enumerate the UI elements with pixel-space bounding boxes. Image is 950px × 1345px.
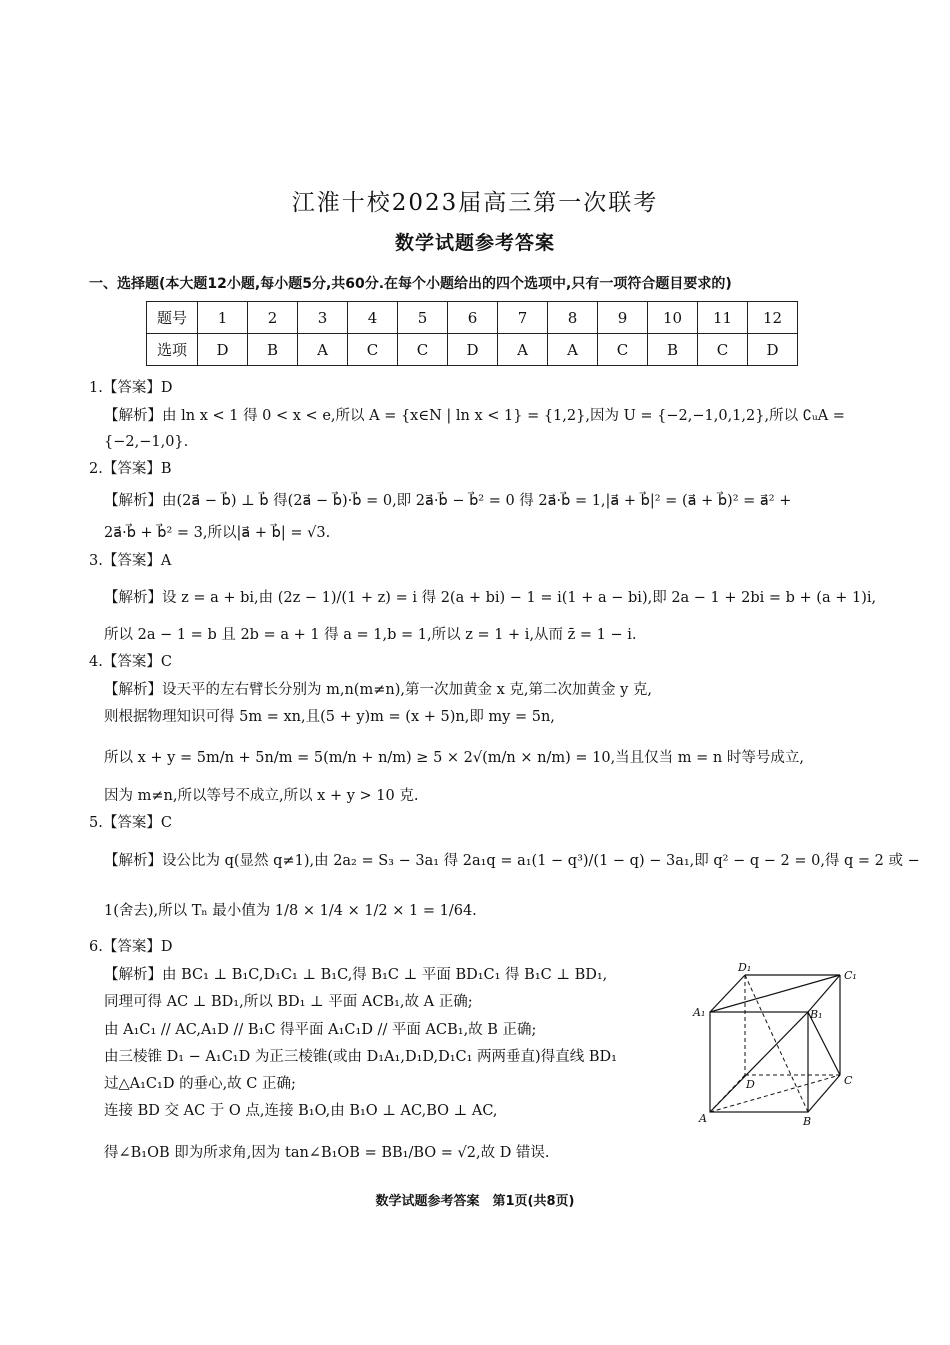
- table-cell: 5: [398, 302, 448, 334]
- figure-label: D: [746, 1078, 755, 1091]
- table-row-header: 题号: [147, 302, 198, 334]
- table-cell: C: [398, 334, 448, 366]
- solution-line: 【解析】由(2a⃗ − b⃗) ⊥ b⃗ 得(2a⃗ − b⃗)·b⃗ = 0,即 2a⃗·b⃗ − b⃗² = 0 得 2a⃗·b⃗ = 1,|a⃗ + b⃗|² = (a⃗ + b⃗)² = a⃗² +: [104, 493, 792, 509]
- solution-line: 【解析】设公比为 q(显然 q≠1),由 2a₂ = S₃ − 3a₁ 得 2a₁q = a₁(1 − q³)/(1 − q) − 3a₁,即 q² − q − 2 = 0,得 q = 2 或 −: [104, 853, 920, 869]
- table-cell: 7: [498, 302, 548, 334]
- table-cell: 8: [548, 302, 598, 334]
- solution-line: 所以 2a − 1 = b 且 2b = a + 1 得 a = 1,b = 1,所以 z = 1 + i,从而 z̄ = 1 − i.: [104, 627, 637, 643]
- figure-label: D₁: [738, 961, 752, 974]
- solution-line: 由三棱锥 D₁ − A₁C₁D 为正三棱锥(或由 D₁A₁,D₁D,D₁C₁ 两两垂直)得直线 BD₁: [104, 1049, 617, 1065]
- cube-figure: [690, 960, 865, 1130]
- solution-line: 【解析】由 BC₁ ⊥ B₁C,D₁C₁ ⊥ B₁C,得 B₁C ⊥ 平面 BD₁C₁ 得 B₁C ⊥ BD₁,: [104, 967, 608, 983]
- section-heading: 一、选择题(本大题12小题,每小题5分,共60分.在每个小题给出的四个选项中,只有一项符合题目要求的): [89, 276, 732, 292]
- answer-6-label: 6.【答案】D: [89, 939, 173, 955]
- solution-line: 因为 m≠n,所以等号不成立,所以 x + y > 10 克.: [104, 788, 419, 804]
- figure-label: B: [803, 1115, 812, 1128]
- table-cell: 11: [698, 302, 748, 334]
- table-cell: 12: [748, 302, 798, 334]
- table-cell: 3: [298, 302, 348, 334]
- solution-line: 得∠B₁OB 即为所求角,因为 tan∠B₁OB = BB₁/BO = √2,故 D 错误.: [104, 1145, 550, 1161]
- table-cell: A: [298, 334, 348, 366]
- table-cell: 1: [198, 302, 248, 334]
- table-cell: A: [498, 334, 548, 366]
- solution-line: 连接 BD 交 AC 于 O 点,连接 B₁O,由 B₁O ⊥ AC,BO ⊥ AC,: [104, 1103, 498, 1119]
- table-row: [147, 334, 798, 366]
- table-cell: D: [748, 334, 798, 366]
- figure-label: C: [844, 1074, 853, 1087]
- solution-line: 2a⃗·b⃗ + b⃗² = 3,所以|a⃗ + b⃗| = √3.: [104, 525, 331, 541]
- answer-4-label: 4.【答案】C: [89, 654, 172, 670]
- table-cell: 6: [448, 302, 498, 334]
- page-title: 江淮十校2023届高三第一次联考: [291, 190, 659, 216]
- answer-table: [146, 301, 798, 366]
- solution-line: 【解析】设天平的左右臂长分别为 m,n(m≠n),第一次加黄金 x 克,第二次加黄金 y 克,: [104, 682, 652, 698]
- solution-line: 过△A₁C₁D 的垂心,故 C 正确;: [104, 1076, 296, 1092]
- table-cell: A: [548, 334, 598, 366]
- table-cell: C: [348, 334, 398, 366]
- table-row-header: 选项: [147, 334, 198, 366]
- figure-label: A: [699, 1112, 707, 1125]
- table-cell: B: [648, 334, 698, 366]
- solution-line: 【解析】由 ln x < 1 得 0 < x < e,所以 A = {x∈N | ln x < 1} = {1,2},因为 U = {−2,−1,0,1,2},所以 ∁ᵤA =: [104, 408, 845, 424]
- answer-3-label: 3.【答案】A: [89, 553, 172, 569]
- table-cell: C: [698, 334, 748, 366]
- solution-line: 则根据物理知识可得 5m = xn,且(5 + y)m = (x + 5)n,即 my = 5n,: [104, 709, 555, 725]
- table-cell: D: [198, 334, 248, 366]
- solution-line: 【解析】设 z = a + bi,由 (2z − 1)/(1 + z) = i 得 2(a + bi) − 1 = i(1 + a − bi),即 2a − 1 + 2bi = b + (a + 1)i,: [104, 590, 877, 606]
- table-cell: 10: [648, 302, 698, 334]
- answer-2-label: 2.【答案】B: [89, 461, 172, 477]
- figure-label: B₁: [810, 1008, 823, 1021]
- table-cell: B: [248, 334, 298, 366]
- answer-5-label: 5.【答案】C: [89, 815, 172, 831]
- table-cell: 4: [348, 302, 398, 334]
- page-footer: 数学试题参考答案 第1页(共8页): [375, 1194, 575, 1209]
- table-cell: 2: [248, 302, 298, 334]
- figure-label: A₁: [693, 1006, 706, 1019]
- solution-line: {−2,−1,0}.: [104, 434, 189, 450]
- table-cell: D: [448, 334, 498, 366]
- table-cell: C: [598, 334, 648, 366]
- table-cell: 9: [598, 302, 648, 334]
- answer-1-label: 1.【答案】D: [89, 380, 173, 396]
- solution-line: 1(舍去),所以 Tₙ 最小值为 1/8 × 1/4 × 1/2 × 1 = 1/64.: [104, 903, 477, 919]
- solution-line: 同理可得 AC ⊥ BD₁,所以 BD₁ ⊥ 平面 ACB₁,故 A 正确;: [104, 994, 473, 1010]
- page-subtitle: 数学试题参考答案: [394, 232, 555, 254]
- table-row: [147, 302, 798, 334]
- solution-line: 由 A₁C₁ // AC,A₁D // B₁C 得平面 A₁C₁D // 平面 ACB₁,故 B 正确;: [104, 1022, 537, 1038]
- solution-line: 所以 x + y = 5m/n + 5n/m = 5(m/n + n/m) ≥ 5 × 2√(m/n × n/m) = 10,当且仅当 m = n 时等号成立,: [104, 750, 804, 766]
- figure-label: C₁: [844, 969, 857, 982]
